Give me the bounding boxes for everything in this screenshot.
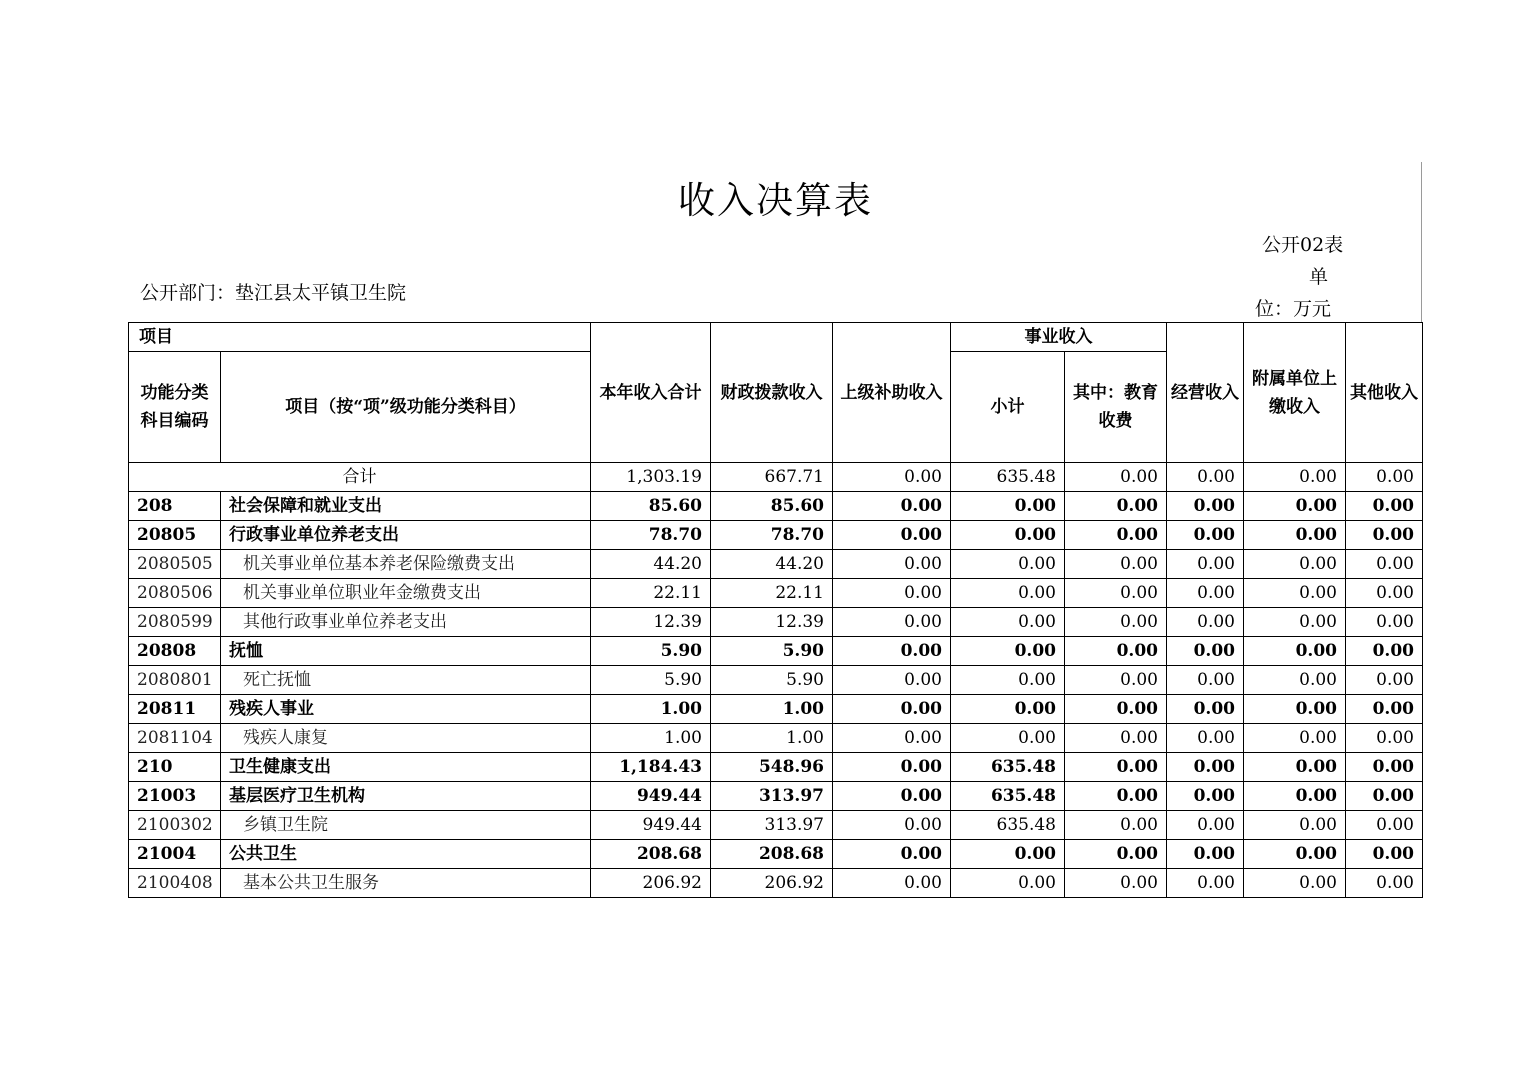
row-value: 0.00 xyxy=(1065,753,1167,782)
row-value: 85.60 xyxy=(711,492,833,521)
row-value: 0.00 xyxy=(1244,550,1346,579)
row-value: 0.00 xyxy=(833,840,951,869)
header-affiliated: 附属单位上缴收入 xyxy=(1244,323,1346,463)
row-value: 0.00 xyxy=(1167,666,1244,695)
row-name: 卫生健康支出 xyxy=(221,753,591,782)
row-value: 0.00 xyxy=(1346,840,1423,869)
total-cell: 0.00 xyxy=(1244,463,1346,492)
row-code: 2080801 xyxy=(129,666,221,695)
total-cell: 1,303.19 xyxy=(591,463,711,492)
row-value: 0.00 xyxy=(1167,724,1244,753)
department-label: 公开部门：垫江县太平镇卫生院 xyxy=(140,282,407,304)
row-value: 0.00 xyxy=(1065,840,1167,869)
row-value: 949.44 xyxy=(591,811,711,840)
header-subtotal: 小计 xyxy=(951,352,1065,463)
table-row xyxy=(129,840,1423,869)
row-value: 0.00 xyxy=(833,666,951,695)
row-value: 0.00 xyxy=(951,637,1065,666)
row-value: 0.00 xyxy=(833,869,951,898)
header-education: 其中：教育收费 xyxy=(1065,352,1167,463)
row-code: 2080505 xyxy=(129,550,221,579)
row-value: 0.00 xyxy=(1065,666,1167,695)
row-value: 0.00 xyxy=(1244,637,1346,666)
table-row xyxy=(129,724,1423,753)
table-row xyxy=(129,666,1423,695)
row-value: 0.00 xyxy=(951,666,1065,695)
row-name: 基层医疗卫生机构 xyxy=(221,782,591,811)
row-value: 0.00 xyxy=(1167,579,1244,608)
row-value: 313.97 xyxy=(711,782,833,811)
row-value: 5.90 xyxy=(711,637,833,666)
header-operating: 经营收入 xyxy=(1167,323,1244,463)
row-name: 死亡抚恤 xyxy=(221,666,591,695)
row-code: 2080506 xyxy=(129,579,221,608)
total-label: 合计 xyxy=(129,463,591,492)
row-name: 残疾人康复 xyxy=(221,724,591,753)
unit-label-line1: 单 xyxy=(1309,266,1329,288)
row-value: 0.00 xyxy=(833,724,951,753)
table-row xyxy=(129,695,1423,724)
total-row xyxy=(129,463,1423,492)
table-row xyxy=(129,811,1423,840)
row-value: 0.00 xyxy=(951,550,1065,579)
row-value: 0.00 xyxy=(833,579,951,608)
row-value: 78.70 xyxy=(711,521,833,550)
row-code: 210 xyxy=(129,753,221,782)
table-row xyxy=(129,753,1423,782)
row-code: 2100302 xyxy=(129,811,221,840)
row-code: 21003 xyxy=(129,782,221,811)
row-value: 44.20 xyxy=(591,550,711,579)
row-value: 0.00 xyxy=(1065,521,1167,550)
row-value: 313.97 xyxy=(711,811,833,840)
row-name: 社会保障和就业支出 xyxy=(221,492,591,521)
row-value: 0.00 xyxy=(1346,521,1423,550)
row-value: 635.48 xyxy=(951,811,1065,840)
row-value: 0.00 xyxy=(951,869,1065,898)
row-value: 0.00 xyxy=(1167,869,1244,898)
row-value: 0.00 xyxy=(1167,521,1244,550)
row-value: 0.00 xyxy=(833,492,951,521)
row-value: 0.00 xyxy=(1065,724,1167,753)
header-row-1 xyxy=(129,323,1423,352)
row-value: 0.00 xyxy=(1346,811,1423,840)
row-code: 20805 xyxy=(129,521,221,550)
row-value: 0.00 xyxy=(1244,724,1346,753)
row-name: 残疾人事业 xyxy=(221,695,591,724)
row-value: 0.00 xyxy=(1346,608,1423,637)
total-cell: 635.48 xyxy=(951,463,1065,492)
row-value: 5.90 xyxy=(711,666,833,695)
row-value: 1.00 xyxy=(591,724,711,753)
row-value: 5.90 xyxy=(591,637,711,666)
row-code: 2100408 xyxy=(129,869,221,898)
header-project: 项目 xyxy=(129,323,591,352)
row-value: 0.00 xyxy=(833,637,951,666)
row-value: 0.00 xyxy=(1167,637,1244,666)
row-value: 0.00 xyxy=(1065,608,1167,637)
row-value: 208.68 xyxy=(711,840,833,869)
row-value: 0.00 xyxy=(1244,492,1346,521)
row-value: 1,184.43 xyxy=(591,753,711,782)
row-value: 0.00 xyxy=(1167,492,1244,521)
row-value: 0.00 xyxy=(833,695,951,724)
header-total-income: 本年收入合计 xyxy=(591,323,711,463)
row-value: 0.00 xyxy=(951,724,1065,753)
row-value: 0.00 xyxy=(833,782,951,811)
row-value: 0.00 xyxy=(951,695,1065,724)
row-value: 0.00 xyxy=(1065,550,1167,579)
total-cell: 667.71 xyxy=(711,463,833,492)
row-name: 其他行政事业单位养老支出 xyxy=(221,608,591,637)
row-value: 0.00 xyxy=(1346,695,1423,724)
row-value: 635.48 xyxy=(951,753,1065,782)
row-value: 635.48 xyxy=(951,782,1065,811)
row-value: 0.00 xyxy=(1346,753,1423,782)
unit-label-line2: 位：万元 xyxy=(1255,298,1332,320)
table-row xyxy=(129,782,1423,811)
row-value: 0.00 xyxy=(833,753,951,782)
row-value: 206.92 xyxy=(591,869,711,898)
row-value: 22.11 xyxy=(711,579,833,608)
row-value: 0.00 xyxy=(1244,666,1346,695)
row-name: 乡镇卫生院 xyxy=(221,811,591,840)
row-value: 0.00 xyxy=(1065,492,1167,521)
row-value: 0.00 xyxy=(1244,753,1346,782)
total-cell: 0.00 xyxy=(1065,463,1167,492)
row-code: 208 xyxy=(129,492,221,521)
row-name: 行政事业单位养老支出 xyxy=(221,521,591,550)
row-value: 0.00 xyxy=(833,811,951,840)
row-value: 0.00 xyxy=(833,550,951,579)
total-cell: 0.00 xyxy=(833,463,951,492)
row-value: 0.00 xyxy=(1065,695,1167,724)
total-cell: 0.00 xyxy=(1346,463,1423,492)
row-value: 0.00 xyxy=(1244,840,1346,869)
row-value: 0.00 xyxy=(1244,579,1346,608)
row-value: 0.00 xyxy=(1346,637,1423,666)
row-value: 0.00 xyxy=(1244,782,1346,811)
row-value: 0.00 xyxy=(1065,637,1167,666)
row-value: 0.00 xyxy=(1346,724,1423,753)
row-value: 0.00 xyxy=(1065,811,1167,840)
row-value: 0.00 xyxy=(1065,579,1167,608)
row-value: 0.00 xyxy=(1167,608,1244,637)
table-row xyxy=(129,492,1423,521)
row-value: 0.00 xyxy=(951,521,1065,550)
row-value: 0.00 xyxy=(1167,782,1244,811)
header-fiscal: 财政拨款收入 xyxy=(711,323,833,463)
row-value: 548.96 xyxy=(711,753,833,782)
row-value: 0.00 xyxy=(1346,550,1423,579)
row-name: 机关事业单位职业年金缴费支出 xyxy=(221,579,591,608)
row-value: 44.20 xyxy=(711,550,833,579)
table-row xyxy=(129,550,1423,579)
row-name: 公共卫生 xyxy=(221,840,591,869)
row-value: 78.70 xyxy=(591,521,711,550)
total-cell: 0.00 xyxy=(1167,463,1244,492)
row-value: 12.39 xyxy=(591,608,711,637)
row-value: 0.00 xyxy=(1244,811,1346,840)
row-code: 2080599 xyxy=(129,608,221,637)
row-value: 949.44 xyxy=(591,782,711,811)
row-name: 抚恤 xyxy=(221,637,591,666)
row-value: 0.00 xyxy=(1065,869,1167,898)
row-value: 0.00 xyxy=(951,492,1065,521)
row-value: 208.68 xyxy=(591,840,711,869)
row-value: 0.00 xyxy=(1167,840,1244,869)
row-value: 5.90 xyxy=(591,666,711,695)
header-name: 项目（按“项”级功能分类科目） xyxy=(221,352,591,463)
row-value: 0.00 xyxy=(1244,869,1346,898)
row-value: 12.39 xyxy=(711,608,833,637)
row-code: 20808 xyxy=(129,637,221,666)
row-code: 2081104 xyxy=(129,724,221,753)
page-title: 收入决算表 xyxy=(678,179,873,222)
table-row xyxy=(129,637,1423,666)
header-business-income: 事业收入 xyxy=(951,323,1167,352)
row-name: 机关事业单位基本养老保险缴费支出 xyxy=(221,550,591,579)
row-value: 0.00 xyxy=(1167,550,1244,579)
row-code: 20811 xyxy=(129,695,221,724)
row-value: 1.00 xyxy=(711,724,833,753)
row-value: 0.00 xyxy=(833,608,951,637)
row-value: 0.00 xyxy=(1346,492,1423,521)
header-other: 其他收入 xyxy=(1346,323,1423,463)
header-code: 功能分类科目编码 xyxy=(129,352,221,463)
row-value: 0.00 xyxy=(1346,579,1423,608)
row-value: 0.00 xyxy=(951,608,1065,637)
row-value: 0.00 xyxy=(1065,782,1167,811)
row-value: 0.00 xyxy=(1346,782,1423,811)
row-value: 0.00 xyxy=(1244,608,1346,637)
table-row xyxy=(129,608,1423,637)
row-value: 1.00 xyxy=(711,695,833,724)
row-value: 85.60 xyxy=(591,492,711,521)
header-superior: 上级补助收入 xyxy=(833,323,951,463)
row-value: 0.00 xyxy=(951,579,1065,608)
row-value: 0.00 xyxy=(1244,521,1346,550)
row-value: 0.00 xyxy=(1167,695,1244,724)
row-value: 0.00 xyxy=(833,521,951,550)
row-value: 0.00 xyxy=(1167,753,1244,782)
table-row xyxy=(129,869,1423,898)
row-value: 1.00 xyxy=(591,695,711,724)
income-table xyxy=(128,322,1423,898)
row-code: 21004 xyxy=(129,840,221,869)
row-value: 0.00 xyxy=(1346,869,1423,898)
form-number: 公开02表 xyxy=(1262,234,1344,256)
row-value: 22.11 xyxy=(591,579,711,608)
table-row xyxy=(129,579,1423,608)
row-value: 0.00 xyxy=(951,840,1065,869)
row-name: 基本公共卫生服务 xyxy=(221,869,591,898)
row-value: 0.00 xyxy=(1167,811,1244,840)
table-row xyxy=(129,521,1423,550)
row-value: 206.92 xyxy=(711,869,833,898)
row-value: 0.00 xyxy=(1244,695,1346,724)
row-value: 0.00 xyxy=(1346,666,1423,695)
